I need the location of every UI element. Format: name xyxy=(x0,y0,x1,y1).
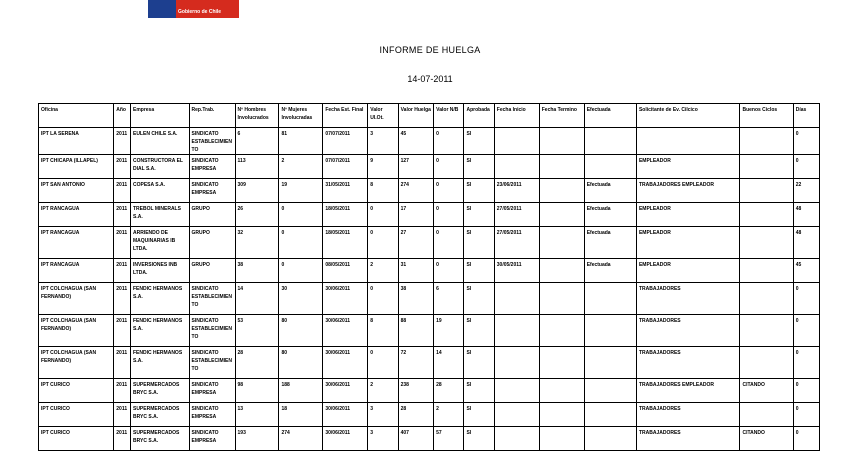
table-cell xyxy=(539,227,584,259)
table-cell: Efectuada xyxy=(584,179,636,203)
table-cell: 8 xyxy=(368,315,398,347)
table-cell: EMPLEADOR xyxy=(636,259,740,283)
table-cell xyxy=(494,283,539,315)
table-row xyxy=(39,259,820,283)
table-cell: SI xyxy=(464,203,494,227)
table-cell: TRABAJADORES xyxy=(636,347,740,379)
table-cell: CITANDO xyxy=(740,379,793,403)
table-cell: SI xyxy=(464,259,494,283)
table-cell: 13 xyxy=(235,403,279,427)
table-cell: 80 xyxy=(279,315,323,347)
table-body xyxy=(39,128,820,451)
table-cell: IPT COLCHAGUA (SAN FERNANDO) xyxy=(39,315,114,347)
table-cell: 193 xyxy=(235,427,279,451)
table-cell xyxy=(539,315,584,347)
table-cell: GRUPO xyxy=(189,259,235,283)
column-header: Fecha Termino xyxy=(539,104,584,128)
report-date: 14-07-2011 xyxy=(407,74,453,84)
table-cell: IPT CHICAPA (ILLAPEL) xyxy=(39,155,114,179)
table-row xyxy=(39,203,820,227)
table-cell: INVERSIONES INB LTDA. xyxy=(130,259,189,283)
table-cell: 3 xyxy=(368,427,398,451)
table-cell: ARRIENDO DE MAQUINARIAS IB LTDA. xyxy=(130,227,189,259)
table-row xyxy=(39,179,820,203)
logo-blue-block xyxy=(148,0,176,18)
table-cell: SI xyxy=(464,155,494,179)
table-cell xyxy=(539,347,584,379)
gobierno-logo xyxy=(148,0,239,18)
table-cell: 2 xyxy=(434,403,464,427)
strike-report-table xyxy=(38,103,820,451)
table-cell: CITANDO xyxy=(740,427,793,451)
table-row xyxy=(39,403,820,427)
table-cell: 26 xyxy=(235,203,279,227)
table-cell: 2011 xyxy=(114,128,131,155)
column-header: Fecha Inicio xyxy=(494,104,539,128)
table-cell: 2011 xyxy=(114,227,131,259)
table-cell: 07/07/2011 xyxy=(323,155,368,179)
column-header: Valor UI.Ot. xyxy=(368,104,398,128)
table-cell xyxy=(539,179,584,203)
table-cell: FENDIC HERMANOS S.A. xyxy=(130,315,189,347)
table-cell: FENDIC HERMANOS S.A. xyxy=(130,347,189,379)
table-cell: EMPLEADOR xyxy=(636,155,740,179)
table-cell: 23/06/2011 xyxy=(494,179,539,203)
table-cell xyxy=(494,315,539,347)
table-cell: 309 xyxy=(235,179,279,203)
table-cell: 0 xyxy=(368,347,398,379)
table-cell: 0 xyxy=(434,203,464,227)
table-cell: 07/07/2011 xyxy=(323,128,368,155)
table-cell: EMPLEADOR xyxy=(636,227,740,259)
table-cell: IPT CURICO xyxy=(39,403,114,427)
table-cell: 0 xyxy=(434,128,464,155)
table-cell: IPT RANCAGUA xyxy=(39,227,114,259)
table-cell: IPT LA SERENA xyxy=(39,128,114,155)
table-cell: 0 xyxy=(434,259,464,283)
table-cell: SUPERMERCADOS BRYC S.A. xyxy=(130,379,189,403)
table-cell: SINDICATO EMPRESA xyxy=(189,403,235,427)
table-cell xyxy=(740,347,793,379)
table-cell: 38 xyxy=(398,283,434,315)
table-cell: TRABAJADORES xyxy=(636,283,740,315)
table-cell: SUPERMERCADOS BRYC S.A. xyxy=(130,403,189,427)
table-cell xyxy=(539,155,584,179)
table-cell: SI xyxy=(464,128,494,155)
table-cell: 2011 xyxy=(114,315,131,347)
table-cell xyxy=(539,379,584,403)
table-cell: 0 xyxy=(279,227,323,259)
table-row xyxy=(39,347,820,379)
table-row xyxy=(39,379,820,403)
table-cell xyxy=(740,227,793,259)
table-cell: 18 xyxy=(279,403,323,427)
table-row xyxy=(39,155,820,179)
table-cell: 72 xyxy=(398,347,434,379)
table-cell: 238 xyxy=(398,379,434,403)
table-cell: 27/05/2011 xyxy=(494,203,539,227)
table-cell: SINDICATO EMPRESA xyxy=(189,179,235,203)
table-cell xyxy=(584,379,636,403)
table-cell: 2 xyxy=(279,155,323,179)
table-cell: IPT COLCHAGUA (SAN FERNANDO) xyxy=(39,347,114,379)
table-cell: 32 xyxy=(235,227,279,259)
table-cell xyxy=(584,128,636,155)
table-cell: 28 xyxy=(434,379,464,403)
table-cell: SINDICATO ESTABLECIMIENTO xyxy=(189,315,235,347)
column-header: Buenos Ciclos xyxy=(740,104,793,128)
table-cell: 28 xyxy=(235,347,279,379)
table-cell: 0 xyxy=(279,259,323,283)
table-cell xyxy=(740,155,793,179)
table-cell: SI xyxy=(464,403,494,427)
table-cell: 0 xyxy=(368,227,398,259)
table-cell: SI xyxy=(464,347,494,379)
table-cell: IPT CURICO xyxy=(39,427,114,451)
table-cell: SINDICATO ESTABLECIMIENTO xyxy=(189,283,235,315)
table-cell: 0 xyxy=(279,203,323,227)
table-cell: 0 xyxy=(793,379,819,403)
table-cell xyxy=(494,155,539,179)
table-cell xyxy=(740,203,793,227)
table-cell xyxy=(539,128,584,155)
table-cell: Efectuada xyxy=(584,259,636,283)
table-cell: 08/05/2011 xyxy=(323,259,368,283)
table-cell: 48 xyxy=(793,227,819,259)
table-cell: 2 xyxy=(368,259,398,283)
table-cell: 6 xyxy=(434,283,464,315)
table-cell: Efectuada xyxy=(584,203,636,227)
table-cell: TRABAJADORES xyxy=(636,403,740,427)
table-cell: 2011 xyxy=(114,203,131,227)
table-cell xyxy=(494,128,539,155)
table-cell: 2011 xyxy=(114,347,131,379)
table-cell: 188 xyxy=(279,379,323,403)
table-cell: EULEN CHILE S.A. xyxy=(130,128,189,155)
table-cell xyxy=(494,379,539,403)
table-cell xyxy=(494,403,539,427)
table-cell: SI xyxy=(464,227,494,259)
table-cell: 30/06/2011 xyxy=(323,315,368,347)
table-cell: 57 xyxy=(434,427,464,451)
table-cell xyxy=(740,179,793,203)
table-cell: TRABAJADORES xyxy=(636,315,740,347)
column-header: Nº Hombres Involucrados xyxy=(235,104,279,128)
table-cell: 0 xyxy=(368,203,398,227)
table-cell: 22 xyxy=(793,179,819,203)
table-cell: 0 xyxy=(434,155,464,179)
table-cell: 0 xyxy=(793,155,819,179)
table-cell: 45 xyxy=(793,259,819,283)
table-cell: EMPLEADOR xyxy=(636,203,740,227)
table-cell: 27 xyxy=(398,227,434,259)
table-cell xyxy=(584,403,636,427)
table-cell: 127 xyxy=(398,155,434,179)
table-cell xyxy=(539,203,584,227)
column-header: Valor N/B xyxy=(434,104,464,128)
table-cell: SINDICATO EMPRESA xyxy=(189,427,235,451)
table-cell: 30/06/2011 xyxy=(323,403,368,427)
table-cell xyxy=(740,283,793,315)
table-cell: 0 xyxy=(434,179,464,203)
table-cell: 45 xyxy=(398,128,434,155)
table-row xyxy=(39,227,820,259)
column-header: Solicitante de Ev. Cilcico xyxy=(636,104,740,128)
table-cell xyxy=(494,427,539,451)
column-header: Valor Huelga xyxy=(398,104,434,128)
column-header: Oficina xyxy=(39,104,114,128)
table-cell: 9 xyxy=(368,155,398,179)
table-cell xyxy=(539,427,584,451)
table-cell: IPT SAN ANTONIO xyxy=(39,179,114,203)
table-cell: 19 xyxy=(434,315,464,347)
table-cell: 30/06/2011 xyxy=(323,347,368,379)
table-cell: SUPERMERCADOS BRYC S.A. xyxy=(130,427,189,451)
table-cell: 28 xyxy=(398,403,434,427)
table-cell: 6 xyxy=(235,128,279,155)
table-cell xyxy=(584,315,636,347)
table-cell: SI xyxy=(464,283,494,315)
table-cell: IPT RANCAGUA xyxy=(39,259,114,283)
table-cell: 81 xyxy=(279,128,323,155)
table-row xyxy=(39,427,820,451)
table-cell: 48 xyxy=(793,203,819,227)
table-cell: SINDICATO ESTABLECIMIENTO xyxy=(189,347,235,379)
table-cell xyxy=(494,347,539,379)
table-cell: IPT COLCHAGUA (SAN FERNANDO) xyxy=(39,283,114,315)
table-cell: 80 xyxy=(279,347,323,379)
table-cell: 3 xyxy=(368,128,398,155)
table-cell: IPT RANCAGUA xyxy=(39,203,114,227)
table-cell: 14 xyxy=(434,347,464,379)
table-cell xyxy=(740,128,793,155)
table-cell: 31 xyxy=(398,259,434,283)
table-cell: 0 xyxy=(793,403,819,427)
table-cell: 38 xyxy=(235,259,279,283)
table-cell: FENDIC HERMANOS S.A. xyxy=(130,283,189,315)
table-cell xyxy=(539,259,584,283)
report-title: INFORME DE HUELGA xyxy=(379,45,481,55)
table-cell: 2011 xyxy=(114,403,131,427)
table-cell: COPESA S.A. xyxy=(130,179,189,203)
table-cell: IPT CURICO xyxy=(39,379,114,403)
table-cell: 0 xyxy=(793,315,819,347)
column-header: Rep.Trab. xyxy=(189,104,235,128)
table-cell: 17 xyxy=(398,203,434,227)
table-cell xyxy=(740,259,793,283)
table-cell: 274 xyxy=(279,427,323,451)
table-cell: SI xyxy=(464,427,494,451)
table-cell: GRUPO xyxy=(189,203,235,227)
table-header-row xyxy=(39,104,820,128)
table-cell: SINDICATO EMPRESA xyxy=(189,379,235,403)
table-cell: 3 xyxy=(368,403,398,427)
table-cell: 0 xyxy=(793,128,819,155)
column-header: Aprobada xyxy=(464,104,494,128)
table-cell: 0 xyxy=(434,227,464,259)
table-cell: 30/06/2011 xyxy=(323,283,368,315)
table-cell: TRABAJADORES EMPLEADOR xyxy=(636,379,740,403)
table-cell: 88 xyxy=(398,315,434,347)
column-header: Año xyxy=(114,104,131,128)
table-cell: 19 xyxy=(279,179,323,203)
table-cell: 30/06/2011 xyxy=(323,427,368,451)
column-header: Efectuada xyxy=(584,104,636,128)
column-header: Nº Mujeres Involucradas xyxy=(279,104,323,128)
table-cell: 2011 xyxy=(114,283,131,315)
logo-text: Gobierno de Chile xyxy=(178,9,222,15)
table-cell: 0 xyxy=(793,347,819,379)
table-cell xyxy=(584,283,636,315)
table-cell: 0 xyxy=(793,283,819,315)
table-cell: 30/05/2011 xyxy=(494,259,539,283)
table-row xyxy=(39,283,820,315)
column-header: Empresa xyxy=(130,104,189,128)
table-cell: 2 xyxy=(368,379,398,403)
table-cell xyxy=(584,427,636,451)
table-row xyxy=(39,315,820,347)
column-header: Días xyxy=(793,104,819,128)
table-cell: 31/05/2011 xyxy=(323,179,368,203)
table-cell xyxy=(740,403,793,427)
table-cell: 53 xyxy=(235,315,279,347)
table-cell: SI xyxy=(464,379,494,403)
table-cell: 8 xyxy=(368,179,398,203)
table-cell: 14 xyxy=(235,283,279,315)
table-cell: TRABAJADORES EMPLEADOR xyxy=(636,179,740,203)
table-cell: 113 xyxy=(235,155,279,179)
table-cell xyxy=(740,315,793,347)
table-cell: TRABAJADORES xyxy=(636,427,740,451)
table-cell: 2011 xyxy=(114,155,131,179)
table-cell: 2011 xyxy=(114,179,131,203)
table-cell: 2011 xyxy=(114,259,131,283)
table-cell: 98 xyxy=(235,379,279,403)
table-cell xyxy=(584,155,636,179)
table-cell: CONSTRUCTORA EL DIAL S.A. xyxy=(130,155,189,179)
table-cell: SI xyxy=(464,179,494,203)
table-cell: 274 xyxy=(398,179,434,203)
table-cell: 2011 xyxy=(114,427,131,451)
table-cell: 18/05/2011 xyxy=(323,227,368,259)
table-cell xyxy=(636,128,740,155)
table-cell: SINDICATO EMPRESA xyxy=(189,155,235,179)
table-cell: 27/05/2011 xyxy=(494,227,539,259)
table-cell: 2011 xyxy=(114,379,131,403)
table-cell: 30/06/2011 xyxy=(323,379,368,403)
table-cell: Efectuada xyxy=(584,227,636,259)
column-header: Fecha Est. Final xyxy=(323,104,368,128)
table-cell: 0 xyxy=(793,427,819,451)
table-cell: TREBOL MINERALS S.A. xyxy=(130,203,189,227)
table-cell: 407 xyxy=(398,427,434,451)
table-cell xyxy=(584,347,636,379)
table-cell: GRUPO xyxy=(189,227,235,259)
table-row xyxy=(39,128,820,155)
table-cell: 0 xyxy=(368,283,398,315)
table-cell: SI xyxy=(464,315,494,347)
table-cell xyxy=(539,403,584,427)
table-cell: 18/05/2011 xyxy=(323,203,368,227)
table-cell: SINDICATO ESTABLECIMIENTO xyxy=(189,128,235,155)
table-cell: 30 xyxy=(279,283,323,315)
table-cell xyxy=(539,283,584,315)
